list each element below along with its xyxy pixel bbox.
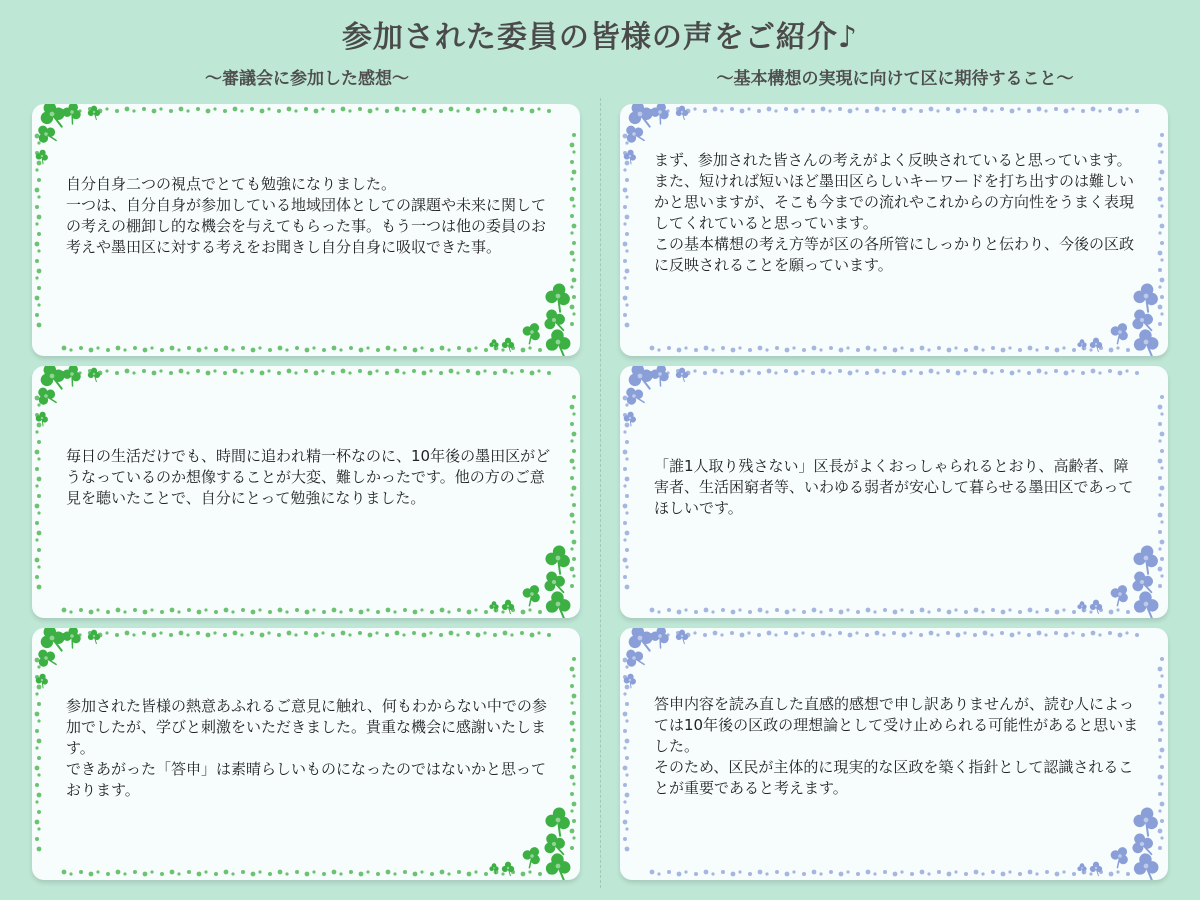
expectation-text-3: 答申内容を読み直した直感的感想で申し訳ありませんが、読む人によっては10年後の区政の理想論として受け止められる可能性があると思いました。 そのため、区民が主体的に現実的な区政を築く指針として認識されることが重要であると考えます。 — [654, 695, 1139, 797]
expectation-card-2 — [620, 366, 1168, 618]
expectation-text-2: 「誰1人取り残さない」区長がよくおっしゃられるとおり、高齢者、障害者、生活困窮者等、いわゆる弱者が安心して暮らせる墨田区であってほしいです。 — [654, 457, 1134, 517]
expectation-card-1 — [620, 104, 1168, 356]
impression-card-2 — [32, 366, 580, 618]
expectation-text-1: まず、参加された皆さんの考えがよく反映されていると思っています。また、短ければ短いほど墨田区らしいキーワードを打ち出すのは難しいかと思いますが、そこも今までの流れやこれからの方向性をうまく表現してくれていると思っています。 この基本構想の考え方等が区の各所管にしっかりと伝わり、今後の区政に反映されることを願っています。 — [654, 151, 1135, 274]
impression-text-1: 自分自身二つの視点でとても勉強になりました。 一つは、自分自身が参加している地域団体としての課題や未来に関しての考えの棚卸し的な機会を与えてもらった事。もう一つは他の委員のお考えや墨田区に対する考えをお聞きし自分自身に吸収できた事。 — [66, 175, 547, 256]
impression-card-3 — [32, 628, 580, 880]
page-title: 参加された委員の皆様の声をご紹介♪ — [341, 20, 859, 55]
expectation-card-3 — [620, 628, 1168, 880]
impression-card-1 — [32, 104, 580, 356]
impression-text-3: 参加された皆様の熱意あふれるご意見に触れ、何もわからない中での参加でしたが、学びと刺激をいただきました。貴重な機会に感謝いたします。 できあがった「答申」は素晴らしいものになったのではないかと思っております。 — [66, 697, 547, 799]
right-column-heading: ～基本構想の実現に向けて区に期待すること～ — [716, 69, 1074, 89]
left-column-heading: ～審議会に参加した感想～ — [205, 69, 409, 89]
impression-text-2: 毎日の生活だけでも、時間に追われ精一杯なのに、10年後の墨田区がどうなっているのか想像することが大変、難しかったです。他の方のご意見を聴いたことで、自分にとって勉強になりました。 — [66, 447, 551, 507]
column-divider — [600, 98, 601, 888]
